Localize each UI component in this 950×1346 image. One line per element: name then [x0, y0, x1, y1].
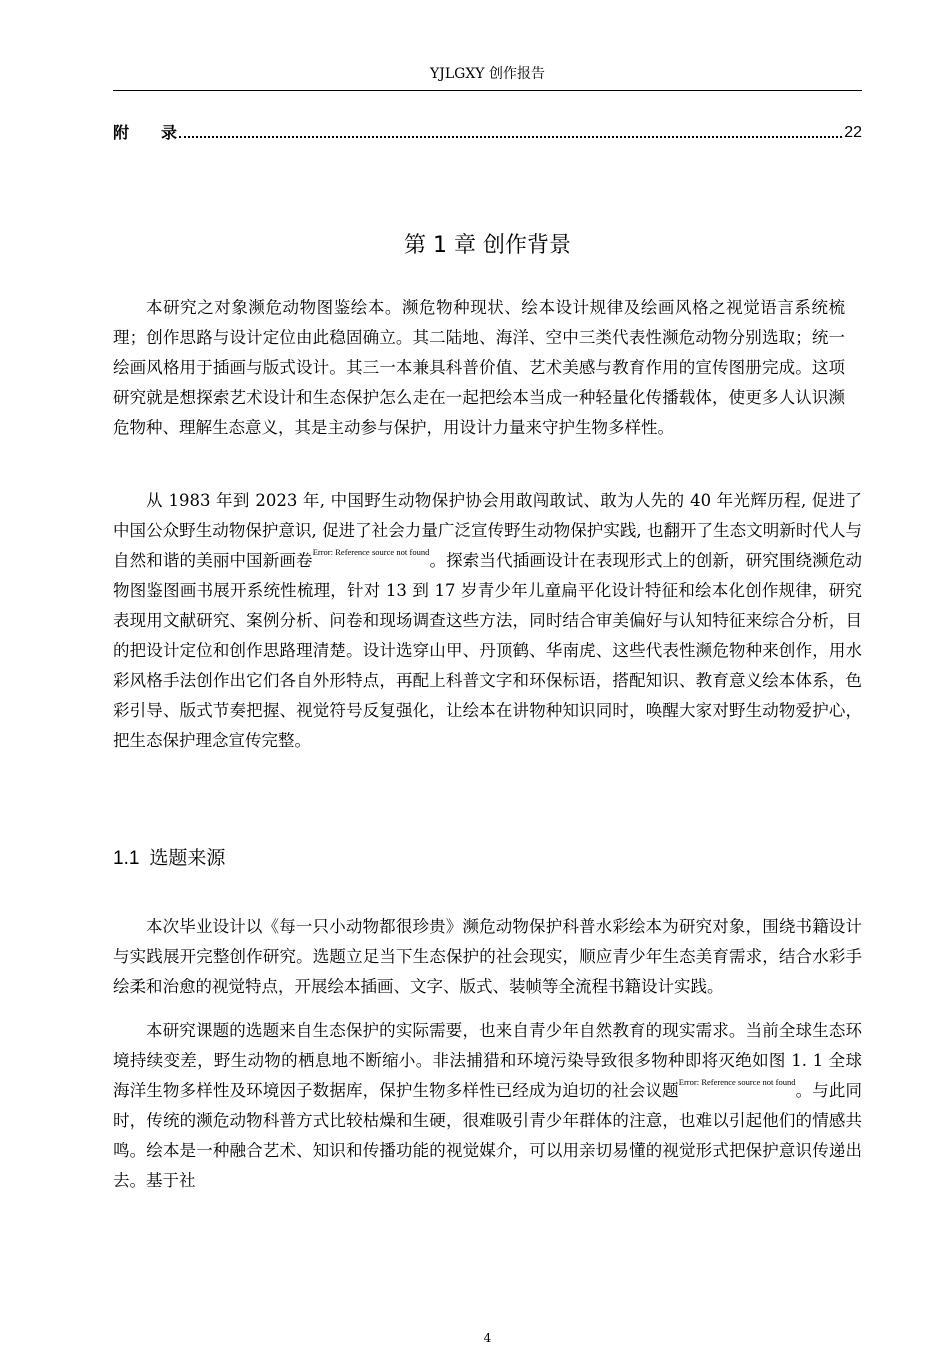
- reference-error[interactable]: Error: Reference source not found: [312, 547, 430, 557]
- section-heading: [113, 843, 225, 874]
- paragraph-text: 本研究之对象濒危动物图鉴绘本。濒危物种现状、绘本设计规律及绘画风格之视觉语言系统梳理；创作思路与设计定位由此稳固确立。其二陆地、海洋、空中三类代表性濒危动物分别选取；统一绘画风格用于插画与版式设计。其三一本兼具科普价值、艺术美感与教育作用的宣传图册完成。这项研究就是想探索艺术设计和生态保护怎么走在一起把绘本当成一种轻量化传播载体，使更多人认识濒危物种、理解生态意义，其是主动参与保护，用设计力量来守护生物多样性。: [113, 298, 845, 437]
- paragraph-text: [113, 1016, 862, 1196]
- paragraph-history: [113, 486, 862, 756]
- toc-leader-dots: [179, 136, 842, 138]
- header-rule: [113, 90, 862, 91]
- chapter-title: 第 1 章 创作背景: [404, 233, 571, 258]
- paragraph-text: 本次毕业设计以《每一只小动物都很珍贵》濒危动物保护科普水彩绘本为研究对象，围绕书籍设计与实践展开完整创作研究。选题立足当下生态保护的社会现实，顺应青少年生态美育需求，结合水彩手绘柔和治愈的视觉特点，开展绘本插画、文字、版式、装帧等全流程书籍设计实践。: [113, 917, 862, 996]
- reference-error[interactable]: Error: Reference source not found: [678, 1077, 796, 1087]
- paragraph-source: [113, 1016, 862, 1196]
- paragraph-text: [113, 486, 862, 756]
- paragraph-text-part1: 本研究课题的选题来自生态保护的实际需要，也来自青少年自然教育的现实需求。当前全球生态环境持续变差，野生动物的栖息地不断缩小。非法捕猎和环境污染导致很多物种即将灭绝如图 1. 1 全球海洋生物多样性及环境因子数据库，保护生物多样性已经成为迫切的社会议题: [113, 1021, 862, 1100]
- toc-entry-page: 22: [844, 124, 862, 141]
- toc-entry-appendix[interactable]: [113, 121, 862, 145]
- section-title: 选题来源: [149, 847, 226, 869]
- running-header: YJLGXY 创作报告: [430, 66, 545, 82]
- page-number: 4: [483, 1331, 492, 1345]
- paragraph-intro: [113, 293, 845, 443]
- paragraph-text-part2: 。探索当代插画设计在表现形式上的创新，研究围绕濒危动物图鉴图画书展开系统性梳理，针对 13 到 17 岁青少年儿童扁平化设计特征和绘本化创作规律，研究表现用文献研究、案例分析、问卷和现场调查这些方法，同时结合审美偏好与认知特征来综合分析，目的把设计定位和创作思路理清楚。设计选穿山甲、丹顶鹤、华南虎、这些代表性濒危物种来创作，用水彩风格手法创作出它们各自外形特点，再配上科普文字和环保标语，搭配知识、教育意义绘本体系，色彩引导、版式节奏把握、视觉符号反复强化，让绘本在讲物种知识同时，唤醒大家对野生动物爱护心，把生态保护理念宣传完整。: [113, 551, 863, 750]
- section-number: 1.1: [113, 848, 140, 869]
- paragraph-text-part2: 。与此同时，传统的濒危动物科普方式比较枯燥和生硬，很难吸引青少年群体的注意，也难以引起他们的情感共鸣。绘本是一种融合艺术、知识和传播功能的视觉媒介，可以用亲切易懂的视觉形式把保护意识传递出去。基于社: [113, 1081, 863, 1190]
- paragraph-text-part1: 从 1983 年到 2023 年, 中国野生动物保护协会用敢闯敢试、敢为人先的 40 年光辉历程, 促进了中国公众野生动物保护意识, 促进了社会力量广泛宣传野生动物保护实践, 也翻开了生态文明新时代人与自然和谐的美丽中国新画卷: [113, 491, 862, 570]
- toc-entry-label: 附 录: [113, 123, 178, 142]
- paragraph-topic: [113, 912, 862, 1002]
